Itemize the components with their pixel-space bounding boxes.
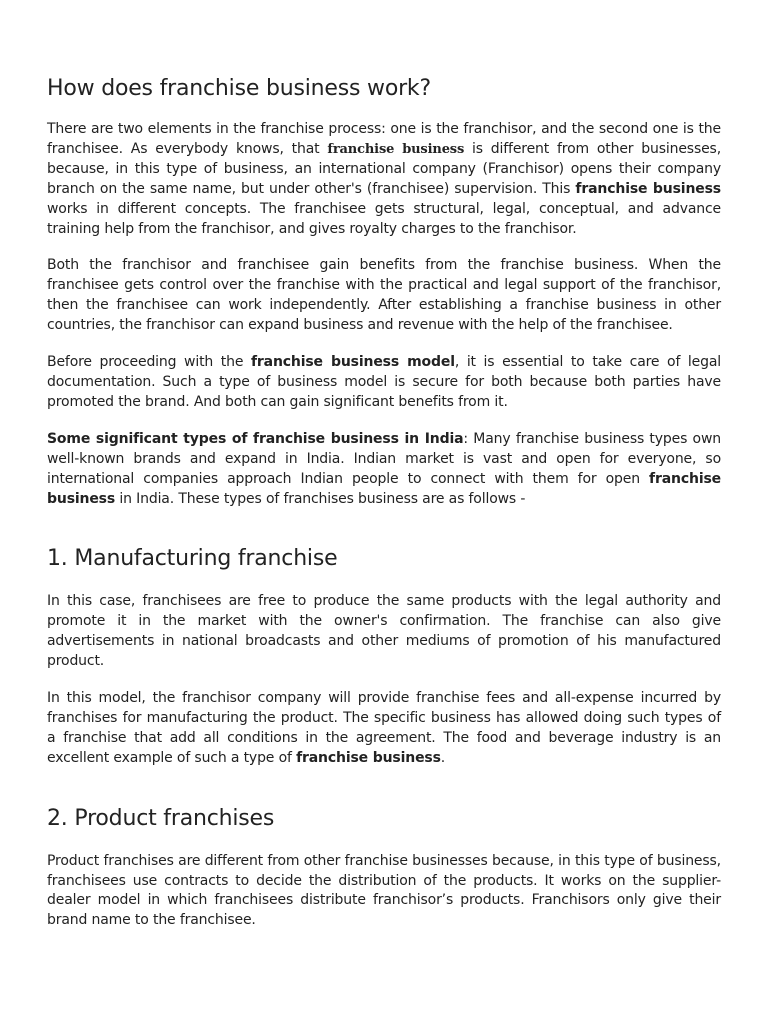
section-heading-product: 2. Product franchises	[47, 805, 275, 831]
bold-text: franchise business	[47, 470, 721, 507]
text: In this model, the franchisor company will provide franchise fees and all-expense incurred by franchises for manufacturing the product. The specific business has allowed doing such types of a franchise that add all conditions in the agreement. The food and beverage industry is an excellent example of such a type of	[47, 690, 721, 766]
text: There are two elements in the franchise process: one is the franchisor, and the second one is the franchisee. As everybody knows, that	[47, 121, 721, 157]
text: is different from other businesses, because, in this type of business, an international company (Franchisor) opens their company branch on the same name, but under other's (franchisee) supervision. This	[47, 140, 721, 197]
text: : Many franchise business types own well-known brands and expand in India. Indian market is vast and open for everyone, so international companies approach Indian people to connect with them for open	[47, 430, 721, 487]
intro-paragraph-2: Both the franchisor and franchisee gain benefits from the franchise business. When the franchisee gets control over the franchise with the practical and legal support of the franchisor, then the franchisee can work independently. After establishing a franchise business in other countries, the franchisor can expand business and revenue with the help of the franchisee.	[47, 257, 721, 334]
section-heading-manufacturing: 1. Manufacturing franchise	[47, 546, 338, 572]
product-paragraph-1: Product franchises are different from other franchise businesses because, in this type of business, franchisees use contracts to decide the distribution of the products. It works on the supplier-dealer model in which franchisees distribute franchisor’s products. Franchisors only give their brand name to the franchisee.	[47, 852, 721, 929]
manufacturing-paragraph-1: In this case, franchisees are free to produce the same products with the legal authority and promote it in the market with the owner's confirmation. The franchise can also give advertisements in national broadcasts and other mediums of promotion of his manufactured product.	[47, 593, 721, 670]
text: .	[440, 749, 446, 766]
text: works in different concepts. The franchisee gets structural, legal, conceptual, and advance training help from the franchisor, and gives royalty charges to the franchisor.	[47, 200, 721, 237]
intro-paragraph-4	[47, 430, 721, 510]
intro-paragraph-1	[47, 120, 721, 239]
text: , it is essential to take care of legal documentation. Such a type of business model is secure for both because both parties have promoted the brand. And both can gain significant benefits from it.	[47, 354, 721, 410]
text: Before proceeding with the	[47, 354, 251, 371]
intro-paragraph-3	[47, 353, 721, 413]
manufacturing-paragraph-2	[47, 689, 721, 769]
text: in India. These types of franchises business are as follows -	[115, 490, 526, 507]
bold-text: Some significant types of franchise business in India	[47, 430, 464, 447]
article	[47, 0, 721, 931]
bold-text: franchise business	[575, 180, 721, 197]
bold-text: franchise business model	[250, 354, 455, 371]
bold-text: franchise business	[296, 749, 441, 766]
bold-text: franchise business	[327, 141, 465, 157]
page-title: How does franchise business work?	[47, 76, 431, 101]
